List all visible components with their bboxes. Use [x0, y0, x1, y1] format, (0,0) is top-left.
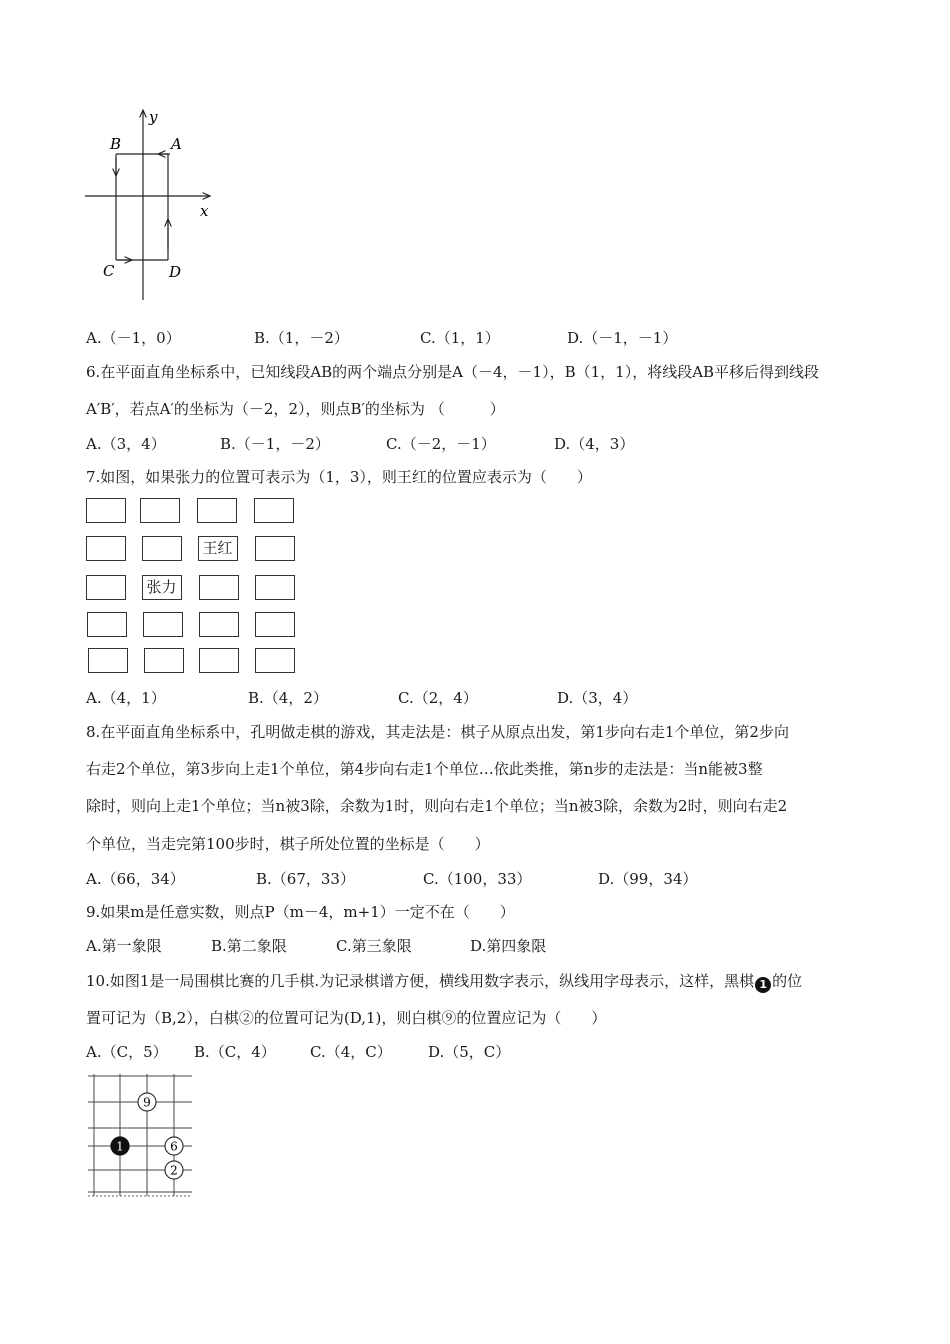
seat — [255, 575, 295, 600]
point-b-label: B — [110, 135, 122, 153]
q9-option-c: C.第三象限 — [336, 937, 412, 955]
q7-option-b: B.（4，2） — [248, 689, 328, 707]
q9-option-b: B.第二象限 — [211, 937, 287, 955]
q5-option-d: D.（－1，－1） — [567, 329, 678, 347]
seat — [144, 648, 184, 673]
seat — [255, 648, 295, 673]
q10-option-b: B.（C，4） — [194, 1043, 276, 1061]
white-stone-9-label: 9 — [143, 1095, 151, 1110]
seat — [254, 498, 294, 523]
point-a-label: A — [171, 135, 182, 153]
seat — [86, 575, 126, 600]
q6-option-d: D.（4，3） — [554, 435, 635, 453]
seat — [142, 536, 182, 561]
q8-option-b: B.（67，33） — [256, 870, 355, 888]
seat — [199, 612, 239, 637]
q6-line1: 6.在平面直角坐标系中，已知线段AB的两个端点分别是A（－4，－1），B（1，1），将线段AB平移后得到线段 — [86, 363, 820, 381]
q5-option-a: A.（－1，0） — [86, 329, 181, 347]
point-c-label: C — [103, 262, 115, 280]
q7-option-d: D.（3，4） — [557, 689, 638, 707]
seat — [86, 498, 126, 523]
q8-line1: 8.在平面直角坐标系中，孔明做走棋的游戏，其走法是：棋子从原点出发，第1步向右走1个单位，第2步向 — [86, 723, 789, 741]
x-axis-label: x — [200, 202, 209, 220]
q7-option-c: C.（2，4） — [398, 689, 478, 707]
black-stone-icon: 1 — [755, 977, 771, 993]
q8-option-d: D.（99，34） — [598, 870, 698, 888]
seat — [199, 575, 239, 600]
y-axis-label: y — [149, 108, 158, 126]
q8-line2: 右走2个单位，第3步向上走1个单位，第4步向右走1个单位…依此类推，第n步的走法是：当n能被3整 — [86, 760, 763, 778]
white-stone-6-label: 6 — [170, 1139, 178, 1154]
q9-option-d: D.第四象限 — [470, 937, 547, 955]
q10-line1-text: 10.如图1是一局围棋比赛的几手棋.为记录棋谱方便，横线用数字表示，纵线用字母表示，这样，黑棋 — [86, 972, 755, 990]
seat — [140, 498, 180, 523]
q10-line1-tail: 的位 — [772, 972, 803, 990]
black-stone-1-label: 1 — [116, 1139, 124, 1154]
seat — [197, 498, 237, 523]
seat — [255, 536, 295, 561]
q8-option-c: C.（100，33） — [423, 870, 532, 888]
seat-wang-hong-label: 王红 — [202, 539, 233, 557]
q9-option-a: A.第一象限 — [86, 937, 162, 955]
q6-line2: A′B′，若点A′的坐标为（－2，2），则点B′的坐标为 （ ） — [86, 400, 505, 418]
seat — [88, 648, 128, 673]
q9-line1: 9.如果m是任意实数，则点P（m－4，m+1）一定不在（ ） — [86, 903, 515, 921]
seat-zhang-li-label: 张力 — [146, 578, 177, 596]
seat — [143, 612, 183, 637]
q7-option-a: A.（4，1） — [86, 689, 166, 707]
seat — [199, 648, 239, 673]
point-d-label: D — [169, 263, 182, 281]
q8-line3: 除时，则向上走1个单位；当n被3除，余数为1时，则向右走1个单位；当n被3除，余数为2时，则向右走2 — [86, 797, 788, 815]
q6-option-a: A.（3，4） — [86, 435, 166, 453]
seat — [86, 536, 126, 561]
seat-wang-hong — [198, 536, 238, 561]
white-stone-2-label: 2 — [170, 1163, 178, 1178]
q10-option-d: D.（5，C） — [428, 1043, 511, 1061]
q10-line1 — [86, 971, 802, 993]
seat — [255, 612, 295, 637]
q6-option-b: B.（－1，－2） — [220, 435, 330, 453]
q10-line2: 置可记为（B,2），白棋②的位置可记为(D,1)，则白棋⑨的位置应记为（ ） — [86, 1009, 607, 1027]
q5-option-b: B.（1，－2） — [254, 329, 349, 347]
q10-option-c: C.（4，C） — [310, 1043, 392, 1061]
go-board-figure — [84, 1070, 196, 1202]
q6-option-c: C.（－2，－1） — [386, 435, 496, 453]
q5-coordinate-figure — [80, 100, 230, 310]
seat — [87, 612, 127, 637]
q8-option-a: A.（66，34） — [86, 870, 185, 888]
seat-zhang-li — [142, 575, 182, 600]
q7-line1: 7.如图，如果张力的位置可表示为（1，3），则王红的位置应表示为（ ） — [86, 468, 592, 486]
q10-option-a: A.（C，5） — [86, 1043, 168, 1061]
q8-line4: 个单位，当走完第100步时，棋子所处位置的坐标是（ ） — [86, 835, 490, 853]
q5-option-c: C.（1，1） — [420, 329, 500, 347]
